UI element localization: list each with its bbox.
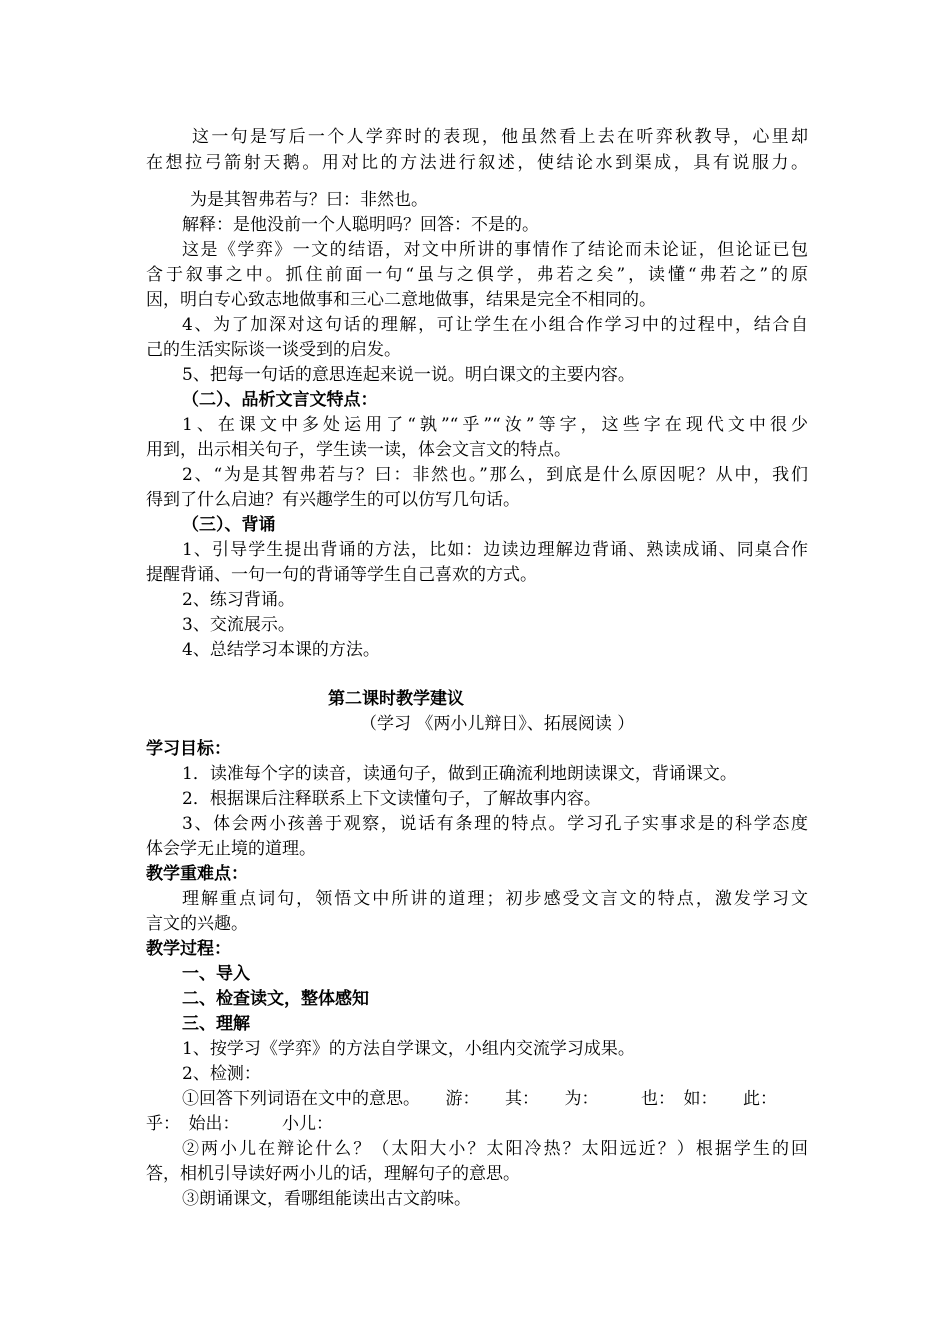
paragraph-line: 这一句是写后一个人学弈时的表现，他虽然看上去在听弈秋教导，心里却 [192, 127, 808, 147]
paragraph-line: ③朗诵课文，看哪组能读出古文韵味。 [182, 1189, 471, 1209]
paragraph-line: 4、总结学习本课的方法。 [182, 640, 380, 660]
subsection-heading: 二、检查读文，整体感知 [182, 989, 369, 1009]
subsection-heading: 三、理解 [182, 1014, 250, 1034]
paragraph-line: 3、体会两小孩善于观察，说话有条理的特点。学习孔子实事求是的科学态度 [182, 814, 808, 834]
paragraph-line: 1．读准每个字的读音，读通句子，做到正确流利地朗读课文，背诵课文。 [182, 764, 737, 784]
section-heading: 教学重难点： [146, 864, 248, 884]
paragraph-line: 1、在课文中多处运用了“孰”“乎”“汝”等字，这些字在现代文中很少 [182, 415, 808, 435]
paragraph-line: 言文的兴趣。 [146, 914, 248, 934]
section-heading: （三）、背诵 [182, 515, 276, 535]
paragraph-line: 因，明白专心致志地做事和三心二意地做事，结果是完全不相同的。 [146, 290, 656, 310]
paragraph-line: 含于叙事之中。抓住前面一句“虽与之俱学，弗若之矣”，读懂“弗若之”的原 [146, 265, 808, 285]
paragraph-line: 解释：是他没前一个人聪明吗？回答：不是的。 [182, 215, 539, 235]
paragraph-line: ②两小儿在辩论什么？（太阳大小？太阳冷热？太阳远近？）根据学生的回 [182, 1139, 808, 1159]
subsection-heading: 一、导入 [182, 964, 250, 984]
paragraph-line: 为是其智弗若与？曰：非然也。 [190, 190, 428, 210]
section-heading: 教学过程： [146, 939, 231, 959]
paragraph-line: 在想拉弓箭射天鹅。用对比的方法进行叙述，使结论水到渠成，具有说服力。 [146, 153, 808, 173]
paragraph-line: 3、交流展示。 [182, 615, 295, 635]
paragraph-line: 2、检测： [182, 1064, 261, 1084]
paragraph-line: 1、引导学生提出背诵的方法，比如：边读边理解边背诵、熟读成诵、同桌合作 [182, 540, 808, 560]
paragraph-line: 2、“为是其智弗若与？曰：非然也。”那么，到底是什么原因呢？从中，我们 [182, 465, 808, 485]
paragraph-line: 这是《学弈》一文的结语，对文中所讲的事情作了结论而未论证，但论证已包 [182, 240, 808, 260]
paragraph-line: 己的生活实际谈一谈受到的启发。 [146, 340, 401, 360]
paragraph-line: 1、按学习《学弈》的方法自学课文，小组内交流学习成果。 [182, 1039, 635, 1059]
paragraph-line: 得到了什么启迪？有兴趣学生的可以仿写几句话。 [146, 490, 520, 510]
section-heading: 学习目标： [146, 739, 231, 759]
paragraph-line: 2．根据课后注释联系上下文读懂句子，了解故事内容。 [182, 789, 601, 809]
paragraph-line: 提醒背诵、一句一句的背诵等学生自己喜欢的方式。 [146, 565, 537, 585]
paragraph-line: 体会学无止境的道理。 [146, 839, 316, 859]
paragraph-line: 答，相机引导读好两小儿的话，理解句子的意思。 [146, 1164, 520, 1184]
paragraph-line: 乎： 始出： 小儿： [146, 1114, 333, 1134]
paragraph-line: 5、把每一句话的意思连起来说一说。明白课文的主要内容。 [182, 365, 635, 385]
paragraph-line: 4、为了加深对这句话的理解，可让学生在小组合作学习中的过程中，结合自 [182, 315, 808, 335]
lesson-title: 第二课时教学建议 [328, 689, 464, 709]
paragraph-line: 2、练习背诵。 [182, 590, 295, 610]
section-heading: （二）、品析文言文特点： [182, 390, 378, 410]
lesson-subtitle: （学习 《两小儿辩日》、拓展阅读 ） [360, 714, 635, 734]
paragraph-line: 用到，出示相关句子，学生读一读，体会文言文的特点。 [146, 440, 571, 460]
paragraph-line: 理解重点词句，领悟文中所讲的道理；初步感受文言文的特点，激发学习文 [182, 889, 808, 909]
paragraph-line: ①回答下列词语在文中的意思。 游： 其： 为： 也： 如： 此： [182, 1089, 777, 1109]
